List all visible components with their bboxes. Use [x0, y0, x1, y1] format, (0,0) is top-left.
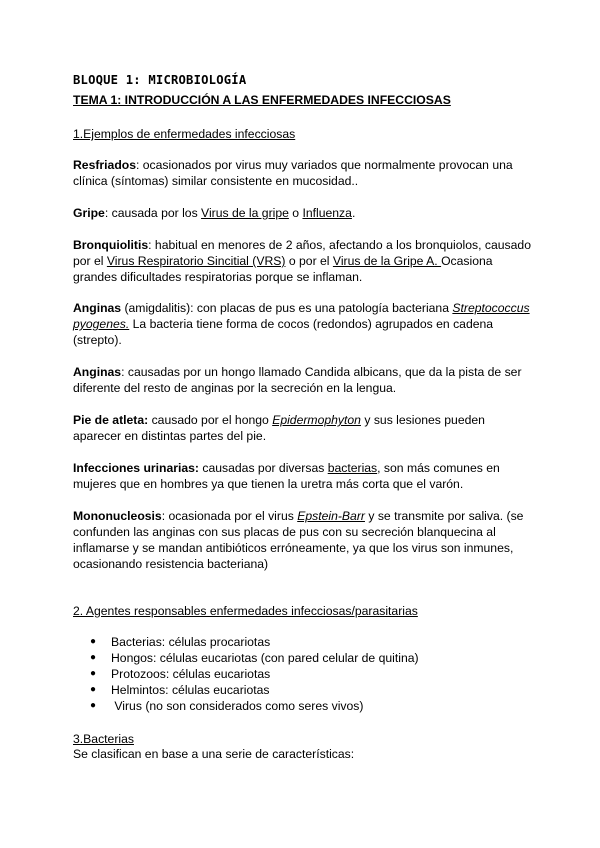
list-item-text: Bacterias: células procariotas: [111, 635, 271, 649]
text-pie-atleta-1: causado por el hongo: [148, 413, 273, 427]
paragraph-gripe: [73, 205, 533, 221]
section2-heading: 2. Agentes responsables enfermedades infecciosas/parasitarias: [73, 604, 418, 618]
term-anginas-1: Anginas: [73, 301, 122, 315]
paragraph-infecciones-urinarias: [73, 460, 533, 492]
paragraph-anginas-hongo: [73, 364, 533, 396]
list-item-text: Helmintos: células eucariotas: [111, 683, 270, 697]
bullet-icon: ●: [90, 684, 97, 695]
link-bacterias: bacterias: [327, 461, 378, 475]
list-item: [73, 666, 533, 682]
section1-heading: 1.Ejemplos de enfermedades infecciosas: [73, 127, 296, 141]
paragraph-anginas-bacteriana: [73, 300, 533, 348]
list-item-text: Virus (no son considerados como seres vivos): [111, 699, 364, 713]
term-gripe: Gripe: [73, 206, 105, 220]
list-item-text: Protozoos: células eucariotas: [111, 667, 271, 681]
text-bronquiolitis-2: o por el: [285, 254, 333, 268]
tema-title: TEMA 1: INTRODUCCIÓN A LAS ENFERMEDADES INFECCIOSAS: [73, 93, 451, 107]
list-item-text: Hongos: células eucariotas (con pared celular de quitina): [111, 651, 419, 665]
species-epidermophyton: Epidermophyton: [272, 413, 361, 427]
link-gripe-a: Virus de la Gripe A.: [332, 254, 442, 268]
text-resfriados: : ocasionados por virus muy variados que normalmente provocan una clínica (síntomas) similar consistente en mucosidad..: [73, 158, 513, 188]
list-item: [73, 682, 533, 698]
bullet-icon: ●: [90, 652, 97, 663]
text-gripe-1: : causada por los: [104, 206, 202, 220]
paragraph-mononucleosis: [73, 508, 533, 572]
text-bronquiolitis-1: : habitual en menores de 2 años, afectando a los bronquiolos, causado por el: [73, 238, 531, 268]
text-urinarias-2: , son más comunes en mujeres que en hombres ya que tienen la uretra más corta que el varón.: [73, 461, 500, 491]
term-bronquiolitis: Bronquiolitis: [73, 238, 149, 252]
bullet-icon: ●: [90, 668, 97, 679]
text-pie-atleta-2: y sus lesiones pueden aparecer en distintas partes del pie.: [73, 413, 485, 443]
species-epstein-barr: Epstein-Barr: [297, 509, 365, 523]
term-pie-atleta: Pie de atleta:: [73, 413, 149, 427]
paragraph-resfriados: [73, 157, 533, 189]
paragraph-pie-atleta: [73, 412, 533, 444]
agents-list: [73, 634, 533, 714]
bullet-icon: ●: [90, 700, 97, 711]
list-item: [73, 634, 533, 650]
list-item: [73, 650, 533, 666]
section3-text: Se clasifican en base a una serie de características:: [73, 747, 355, 761]
text-mononucleosis-2: y se transmite por saliva. (se confunden las anginas con sus placas de pus con su secreción blanquecina al inflamarse y se mandan antibióticos erróneamente, ya que los virus son inmunes, ocasionando resistencia bacteriana): [73, 509, 524, 571]
list-item: [73, 698, 533, 714]
text-mononucleosis-1: : ocasionada por el virus: [161, 509, 298, 523]
link-vrs: Virus Respiratorio Sincitial (VRS): [106, 254, 286, 268]
text-urinarias-1: causadas por diversas: [198, 461, 328, 475]
text-anginas1-1: (amigdalitis): con placas de pus es una patología bacteriana: [121, 301, 453, 315]
text-anginas1-2: La bacteria tiene forma de cocos (redondos) agrupados en cadena (strepto).: [73, 317, 494, 347]
paragraph-bronquiolitis: [73, 237, 533, 285]
bloque-title: BLOQUE 1: MICROBIOLOGÍA: [73, 73, 247, 87]
species-streptococcus: Streptococcus pyogenes.: [73, 301, 530, 331]
bullet-icon: ●: [90, 636, 97, 647]
term-mononucleosis: Mononucleosis: [73, 509, 162, 523]
section3-heading: 3.Bacterias: [73, 732, 134, 746]
link-influenza: Influenza: [302, 206, 352, 220]
term-anginas-2: Anginas: [73, 365, 122, 379]
text-gripe-2: o: [288, 206, 303, 220]
link-virus-gripe: Virus de la gripe: [201, 206, 289, 220]
term-urinarias: Infecciones urinarias:: [73, 461, 199, 475]
text-bronquiolitis-3: Ocasiona grandes dificultades respiratorias porque se inflaman.: [73, 254, 493, 284]
term-resfriados: Resfriados: [73, 158, 136, 172]
text-anginas2: : causadas por un hongo llamado Candida albicans, que da la pista de ser diferente del resto de anginas por la secreción en la lengua.: [73, 365, 522, 395]
text-gripe-3: .: [351, 206, 356, 220]
